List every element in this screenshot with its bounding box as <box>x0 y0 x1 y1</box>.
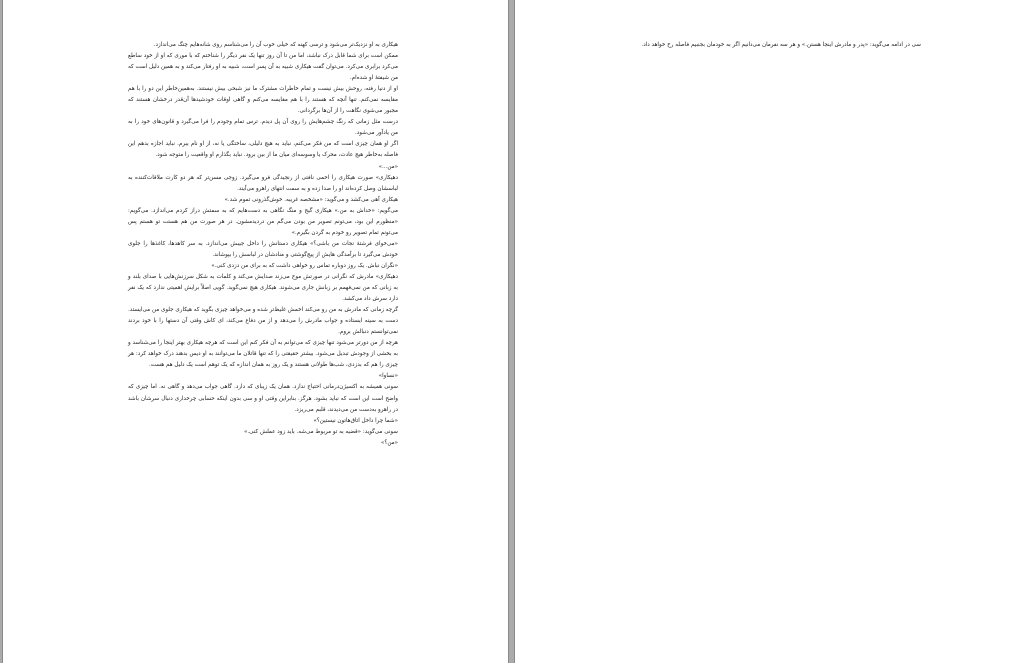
paragraph: سونی می‌گوید: «قضیه به تو مربوط می‌شه. باید زود عملش کنی.» <box>243 428 398 435</box>
paragraph: «می‌خوای فرشتهٔ نجات من باشی؟» هیکاری دستانش را داخل جیبش می‌اندازد. به سر کاهدها، کاغذها را جلوی خودش می‌گیرد تا برآمدگی هایش از پیچ‌گوشتی و منادشان در لباسش را بپوشاند. <box>128 240 398 258</box>
paragraph: «نگران نباش. یک روز دوباره تماس رو خواهی داشت که به برای من دزدی کنی.» <box>211 262 398 269</box>
paragraph: اگر او همان چیزی است که من فکر می‌کنم، نباید به هیچ دلیلی، ساختگی یا نه، از او نام ببرم. نباید اجازه بدهم این فاصله به‌خاطر هیچ عادت، محرک یا وسوسه‌ای میان ما از بین برود. نباید بگذارم او واقعیت را متوجه شود. <box>128 141 398 159</box>
paragraph: هرچه از من دورتر می‌شود تنها چیزی که می‌توانم به آن فکر کنم این است که هرچه هیکاری بهتر اینجا را می‌شناسد و به بخشی از وجودش تبدیل می‌شود. بیشتر حقیقتی را که تنها قاتلان ما می‌توانند به او دیس بدهند درک خواهد کرد: هر چیزی را هم که بدزدی، شب‌ها طولانی هستند و یک روز به همان اندازه که یک توهم است یک دلیل هم هست. <box>128 340 398 369</box>
paragraph: «من...» <box>378 163 398 170</box>
paragraph: سونی همیشه به اکسیژن‌درمانی احتیاج ندارد. همان یک زیبای که دارد. گاهی جواب می‌دهد و گاهی نه. اما چیزی که واضح است این است که نباید بشود. هرگز. بنابراین وقتی او و سی بدون اینکه حسابی چرخداری دنبال سرشان باشد در راهرو به‌دست من می‌دیدند، قلبم می‌ریزد. <box>128 384 398 413</box>
paragraph: «نساوا» <box>378 373 398 380</box>
paragraph: درست مثل زمانی که رنگ چشم‌هایش را روی آن پل دیدم. ترس تمام وجودم را فرا می‌گیرد و قانون‌های خود را به من یادآور می‌شود. <box>128 119 398 137</box>
paragraph: هیکاری به او نزدیک‌تر می‌شود و ترسی کهنه که خیلی خوب آن را می‌شناسم روی شانه‌هایم چنگ می‌اندازد. <box>153 42 398 48</box>
paragraph: دهیکاری» مادرش که نگرانی در صورتش موج می‌زند صدایش می‌کند و کلمات به شکل سرزنش‌هایی با صدای بلند و به زبانی که من نمی‌فهمم بر زبانش جاری می‌شوند. هیکاری هیچ نمی‌گوید. گویی اصلاً برایش اهمیتی ندارد که یک نفر دارد سرش داد می‌کشد. <box>128 273 398 303</box>
paragraph: ممکن است برای شما قابل درک نباشد، اما من تا آن روز تنها یک نفر دیگر را شناختم که با موری که او از خود ساطع می‌کرد برابری می‌کرد. می‌توان گفت هیکاری شبیه به آن پسر است، شبیه به او رفتار می‌کند و به همین دلیل است که من شیفتهٔ او شده‌ام. <box>128 53 398 82</box>
paragraph: «من؟» <box>380 439 398 446</box>
page-text-left <box>128 40 398 449</box>
paragraph: او از دنیا رفته، روحش بیش نیست و تمام خاطرات مشترک ما نیز شبحی بیش نیستند. به‌همین‌خاطر این دو را با هم مقایسه نمی‌کنم. تنها آنچه که هستند را با هم مقایسه می‌کنم و گاهی اوقات خودشیدها آن‌قدر درخشان هستند که مجبور می‌شوی نگاهت را از آن‌ها برگردانی. <box>128 86 398 115</box>
document-page-left <box>2 0 509 663</box>
paragraph: می‌گویم: «خداش به من.» هیکاری گیج و منگ نگاهی به دست‌هایم که به سمتش دراز کردم می‌اندازد. می‌گویم: «منظورم این بود، می‌تونم تصویر من بودن می‌گم من دردیدمشون. در هر صورت من هم هستت تو هستم پس می‌تونم تمام تصویر رو خودم به گردن بگیرم.» <box>128 207 398 236</box>
paragraph: هیکاری آهی می‌کشد و می‌گوید: «مشخصه غریبه. خوش‌گذرونی تموم شد.» <box>224 196 398 203</box>
page-text-right <box>639 40 921 51</box>
paragraph: دهیکاری» صورت هیکاری را اخمی نافتی از رنجیدگی فرو می‌گیرد. زوجی مسن‌تر که هر دو کارت ملاقات‌کننده به لباسشان وصل کرده‌اند او را صدا زده و به سمت انتهای راهرو می‌آیند. <box>128 174 398 192</box>
paragraph: «شما چرا داخل اتاق‌هاتون نیستین؟» <box>313 417 398 424</box>
paragraph: سی در ادامه می‌گوید: «پدر و مادرش اینجا هستن.» و هر سه نفرمان می‌دانیم اگر به خودمان بجنبیم فاصله رخ خواهد داد. <box>641 42 921 48</box>
paragraph: گرچه زمانی که مادرش به من رو می‌کند اخمش غلیظ‌تر شده و می‌خواهد چیزی بگوید که هیکاری جلوی من می‌ایستد. دست به سینه ایستاده و جواب مادرش را می‌دهد و از من دفاع می‌کند، ای کاش وقتی آن دستها را با خود بردند نمی‌توانستم دنبالش بروم. <box>128 307 398 336</box>
document-page-right <box>514 0 1024 663</box>
